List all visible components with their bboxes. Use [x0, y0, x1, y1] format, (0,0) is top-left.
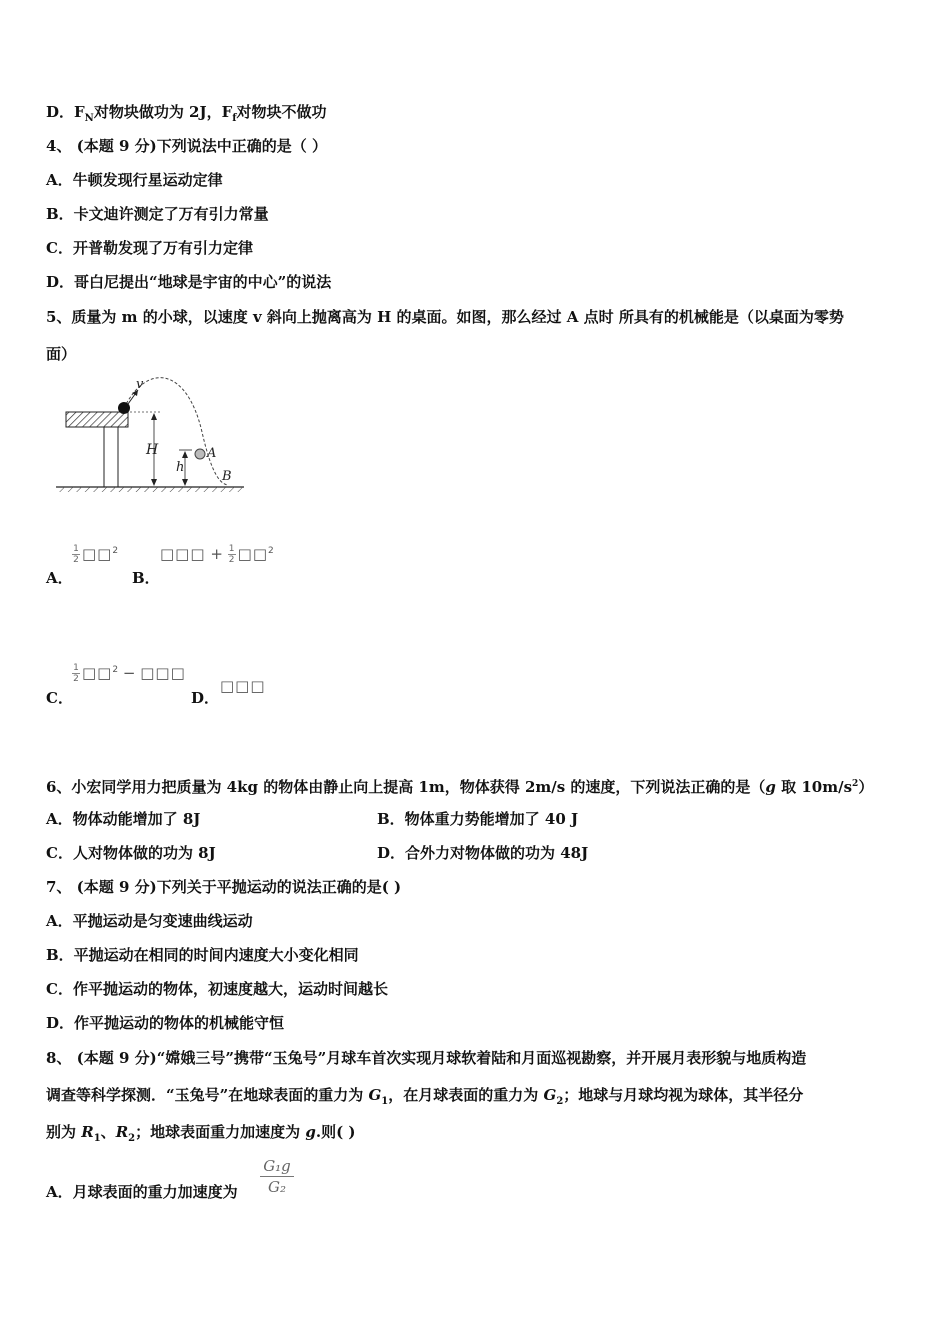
label-H: H — [146, 442, 159, 458]
ground-hatch — [56, 487, 244, 492]
label-A: A — [207, 446, 217, 461]
q8-stem-line1: 8、 (本题 9 分)“嫦娥三号”携带“玉兔号”月球车首次实现月球软着陆和月面巡视勘察，并开展月表形貌与地质构造 — [46, 1049, 807, 1067]
half-fraction: $\frac{1}{2}$ — [73, 663, 79, 684]
q6-option-a: A．物体动能增加了 8J — [46, 810, 201, 828]
q4-option-c: C．开普勒发现了万有引力定律 — [46, 239, 253, 257]
label-B: B — [222, 469, 232, 484]
q8-stem-line3: 别为 $R_1$、$R_2$；地球表面重力加速度为 g.则( ) — [46, 1123, 356, 1144]
q5-figure — [52, 372, 252, 497]
q5-option-c-formula: $\frac{1}{2}$ □□$^2$ − □□□ — [73, 663, 186, 684]
q6-option-b: B．物体重力势能增加了 40 J — [377, 810, 579, 828]
q5-stem-line2: 面） — [46, 345, 77, 363]
q7-stem: 7、 (本题 9 分)下列关于平抛运动的说法正确的是( ) — [46, 878, 402, 896]
q5-option-a-formula: $\frac{1}{2}$ □□$^2$ — [73, 544, 119, 565]
q4-stem: 4、 (本题 9 分)下列说法中正确的是（ ） — [46, 137, 327, 155]
q5-stem-line1: 5、质量为 m 的小球，以速度 v 斜向上抛离高为 H 的桌面。如图，那么经过 A 点时 所具有的机械能是（以桌面为零势 — [46, 308, 844, 326]
H-arrow-top — [151, 413, 157, 420]
q8-stem-line2: 调查等科学探测．“玉兔号”在地球表面的重力为 $G_1$，在月球表面的重力为 $G_2$；地球与月球均视为球体，其半径分 — [46, 1086, 804, 1107]
q5-option-a-label: A． — [46, 569, 73, 587]
q5-option-d-formula: □□□ — [220, 677, 266, 695]
label-h: h — [176, 460, 185, 475]
q6-stem: 6、小宏同学用力把质量为 4kg 的物体由静止向上提高 1m，物体获得 2m/s 的速度，下列说法正确的是（g 取 $10m/s^2$） — [46, 778, 874, 796]
q7-option-a: A．平抛运动是匀变速曲线运动 — [46, 912, 253, 930]
q6-option-d: D．合外力对物体做的功为 48J — [377, 844, 589, 862]
q6-option-c: C．人对物体做的功为 8J — [46, 844, 216, 862]
q4-option-a: A．牛顿发现行星运动定律 — [46, 171, 223, 189]
q5-option-b-label: B． — [132, 569, 160, 587]
ball-A — [195, 449, 205, 459]
q4-option-b: B．卡文迪许测定了万有引力常量 — [46, 205, 269, 223]
table-top — [66, 412, 128, 427]
q7-option-c: C．作平抛运动的物体，初速度越大，运动时间越长 — [46, 980, 388, 998]
q8-option-a: A．月球表面的重力加速度为 — [46, 1183, 238, 1201]
q5-option-d-label: D． — [191, 689, 220, 707]
h-arrow-top — [182, 451, 188, 458]
table-leg — [104, 427, 118, 487]
label-v: v — [136, 377, 144, 392]
q8-option-a-fraction: G₁g G₂ — [260, 1156, 294, 1197]
half-fraction: $\frac{1}{2}$ — [73, 544, 79, 565]
q7-option-b: B．平抛运动在相同的时间内速度大小变化相同 — [46, 946, 359, 964]
q5-option-c-label: C． — [46, 689, 73, 707]
H-arrow-bottom — [151, 479, 157, 486]
q4-option-d: D．哥白尼提出“地球是宇宙的中心”的说法 — [46, 273, 332, 291]
q7-option-d: D．作平抛运动的物体的机械能守恒 — [46, 1014, 285, 1032]
h-arrow-bottom — [182, 479, 188, 486]
q5-option-b-formula: □□□ + $\frac{1}{2}$ □□$^2$ — [160, 544, 274, 565]
q3-option-d: D．$F_N$对物块做功为 2J，$F_f$对物块不做功 — [46, 103, 327, 124]
half-fraction: $\frac{1}{2}$ — [228, 544, 235, 565]
